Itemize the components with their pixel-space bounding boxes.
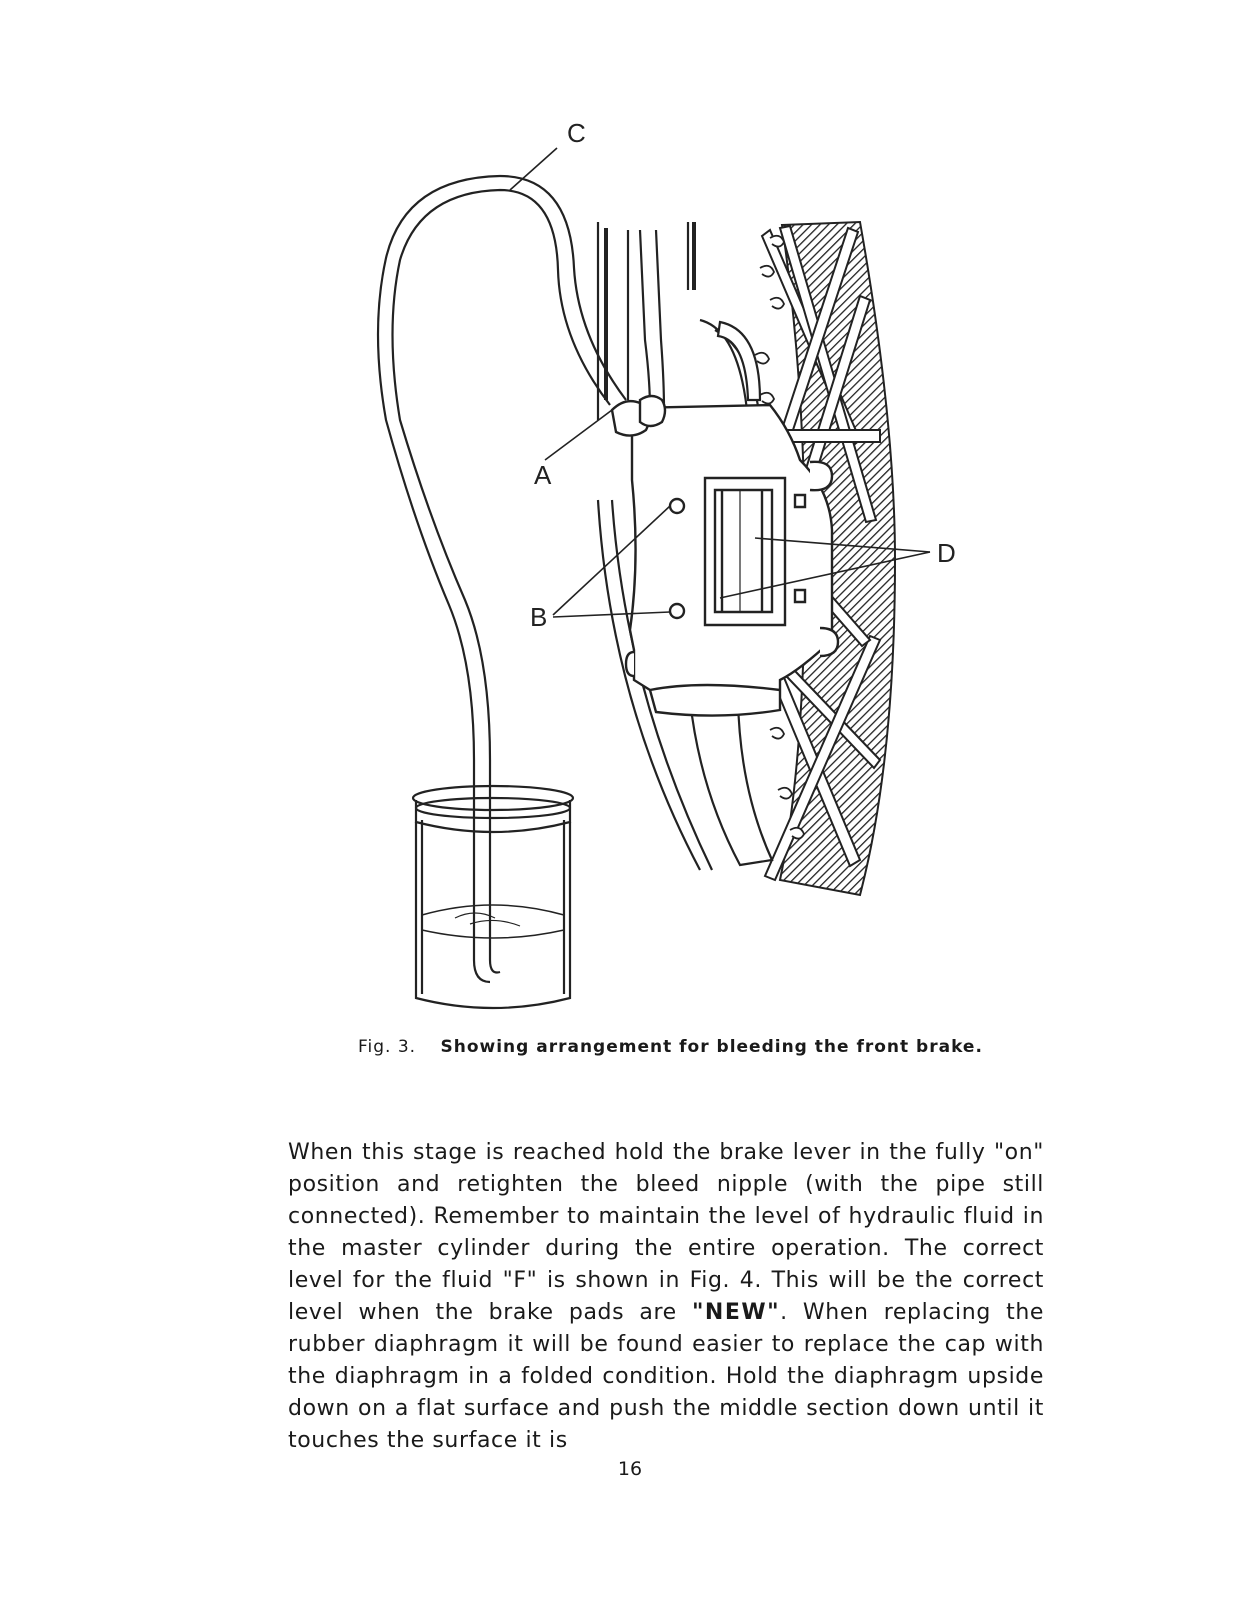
label-c: C	[567, 118, 586, 148]
figure-caption-text: Showing arrangement for bleeding the front brake.	[440, 1037, 983, 1057]
label-b: B	[530, 602, 548, 632]
body-emphasis-new: "NEW"	[691, 1300, 781, 1325]
label-a: A	[534, 460, 552, 490]
body-text-part-1: When this stage is reached hold the brake lever in the fully "on" position and retighten the bleed nipple (with the pipe still connected). Remember to maintain the level of hydraulic fluid in the master cylinder during the entire operation. The correct level for the fluid "F" is shown in Fig. 4. This will be the correct level when the brake pads are	[288, 1140, 1044, 1325]
figure-caption	[358, 1037, 1058, 1057]
body-text-part-2: . When replacing the rubber diaphragm it will be found easier to replace the cap with the diaphragm in a folded condition. Hold the diaphragm upside down on a flat surface and push the middle section down until it touches the surface it is	[288, 1300, 1044, 1453]
page-number: 16	[617, 1458, 643, 1480]
label-d: D	[937, 538, 956, 568]
collection-jar	[413, 786, 573, 1008]
figure-number: Fig. 3.	[358, 1037, 417, 1057]
body-paragraph	[288, 1137, 1044, 1457]
